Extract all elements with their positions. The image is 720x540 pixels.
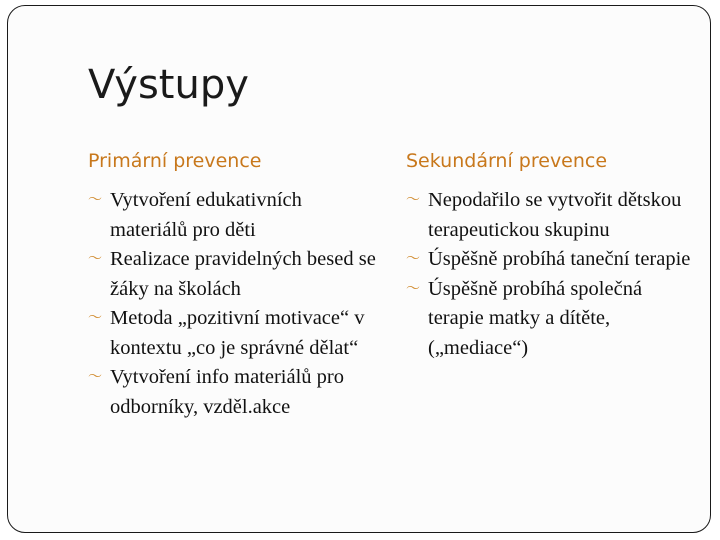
list-item-text: Vytvoření info materiálů pro odborníky, vzděl.akce (110, 366, 344, 418)
list-item (406, 245, 696, 275)
right-column (406, 146, 696, 363)
right-bullet-list (406, 186, 696, 363)
list-item (88, 186, 378, 245)
list-item (406, 275, 696, 364)
left-column (88, 146, 378, 422)
right-heading: Sekundární prevence (406, 150, 608, 172)
slide-title: Výstupy (88, 62, 249, 108)
list-item-text: Nepodařilo se vytvořit dětskou terapeutickou skupinu (428, 189, 682, 241)
wave-bullet-icon: 〜 (88, 193, 102, 208)
list-item-text: Realizace pravidelných besed se žáky na školách (110, 248, 376, 300)
list-item-text: Úspěšně probíhá společná terapie matky a dítěte, („mediace“) (428, 277, 643, 359)
list-item (88, 304, 378, 363)
list-item (88, 245, 378, 304)
left-heading: Primární prevence (88, 150, 262, 172)
left-bullet-list (88, 186, 378, 422)
wave-bullet-icon: 〜 (406, 281, 420, 297)
wave-bullet-icon: 〜 (406, 193, 420, 208)
wave-bullet-icon: 〜 (406, 252, 420, 267)
wave-bullet-icon: 〜 (88, 252, 102, 267)
list-item (406, 186, 696, 245)
list-item-text: Metoda „pozitivní motivace“ v kontextu „co je správné dělat“ (110, 307, 365, 359)
list-item-text: Úspěšně probíhá taneční terapie (428, 248, 691, 270)
list-item (88, 363, 378, 422)
list-item-text: Vytvoření edukativních materiálů pro děti (110, 189, 302, 241)
wave-bullet-icon: 〜 (88, 311, 102, 326)
wave-bullet-icon: 〜 (88, 370, 102, 385)
slide-frame (7, 5, 711, 533)
